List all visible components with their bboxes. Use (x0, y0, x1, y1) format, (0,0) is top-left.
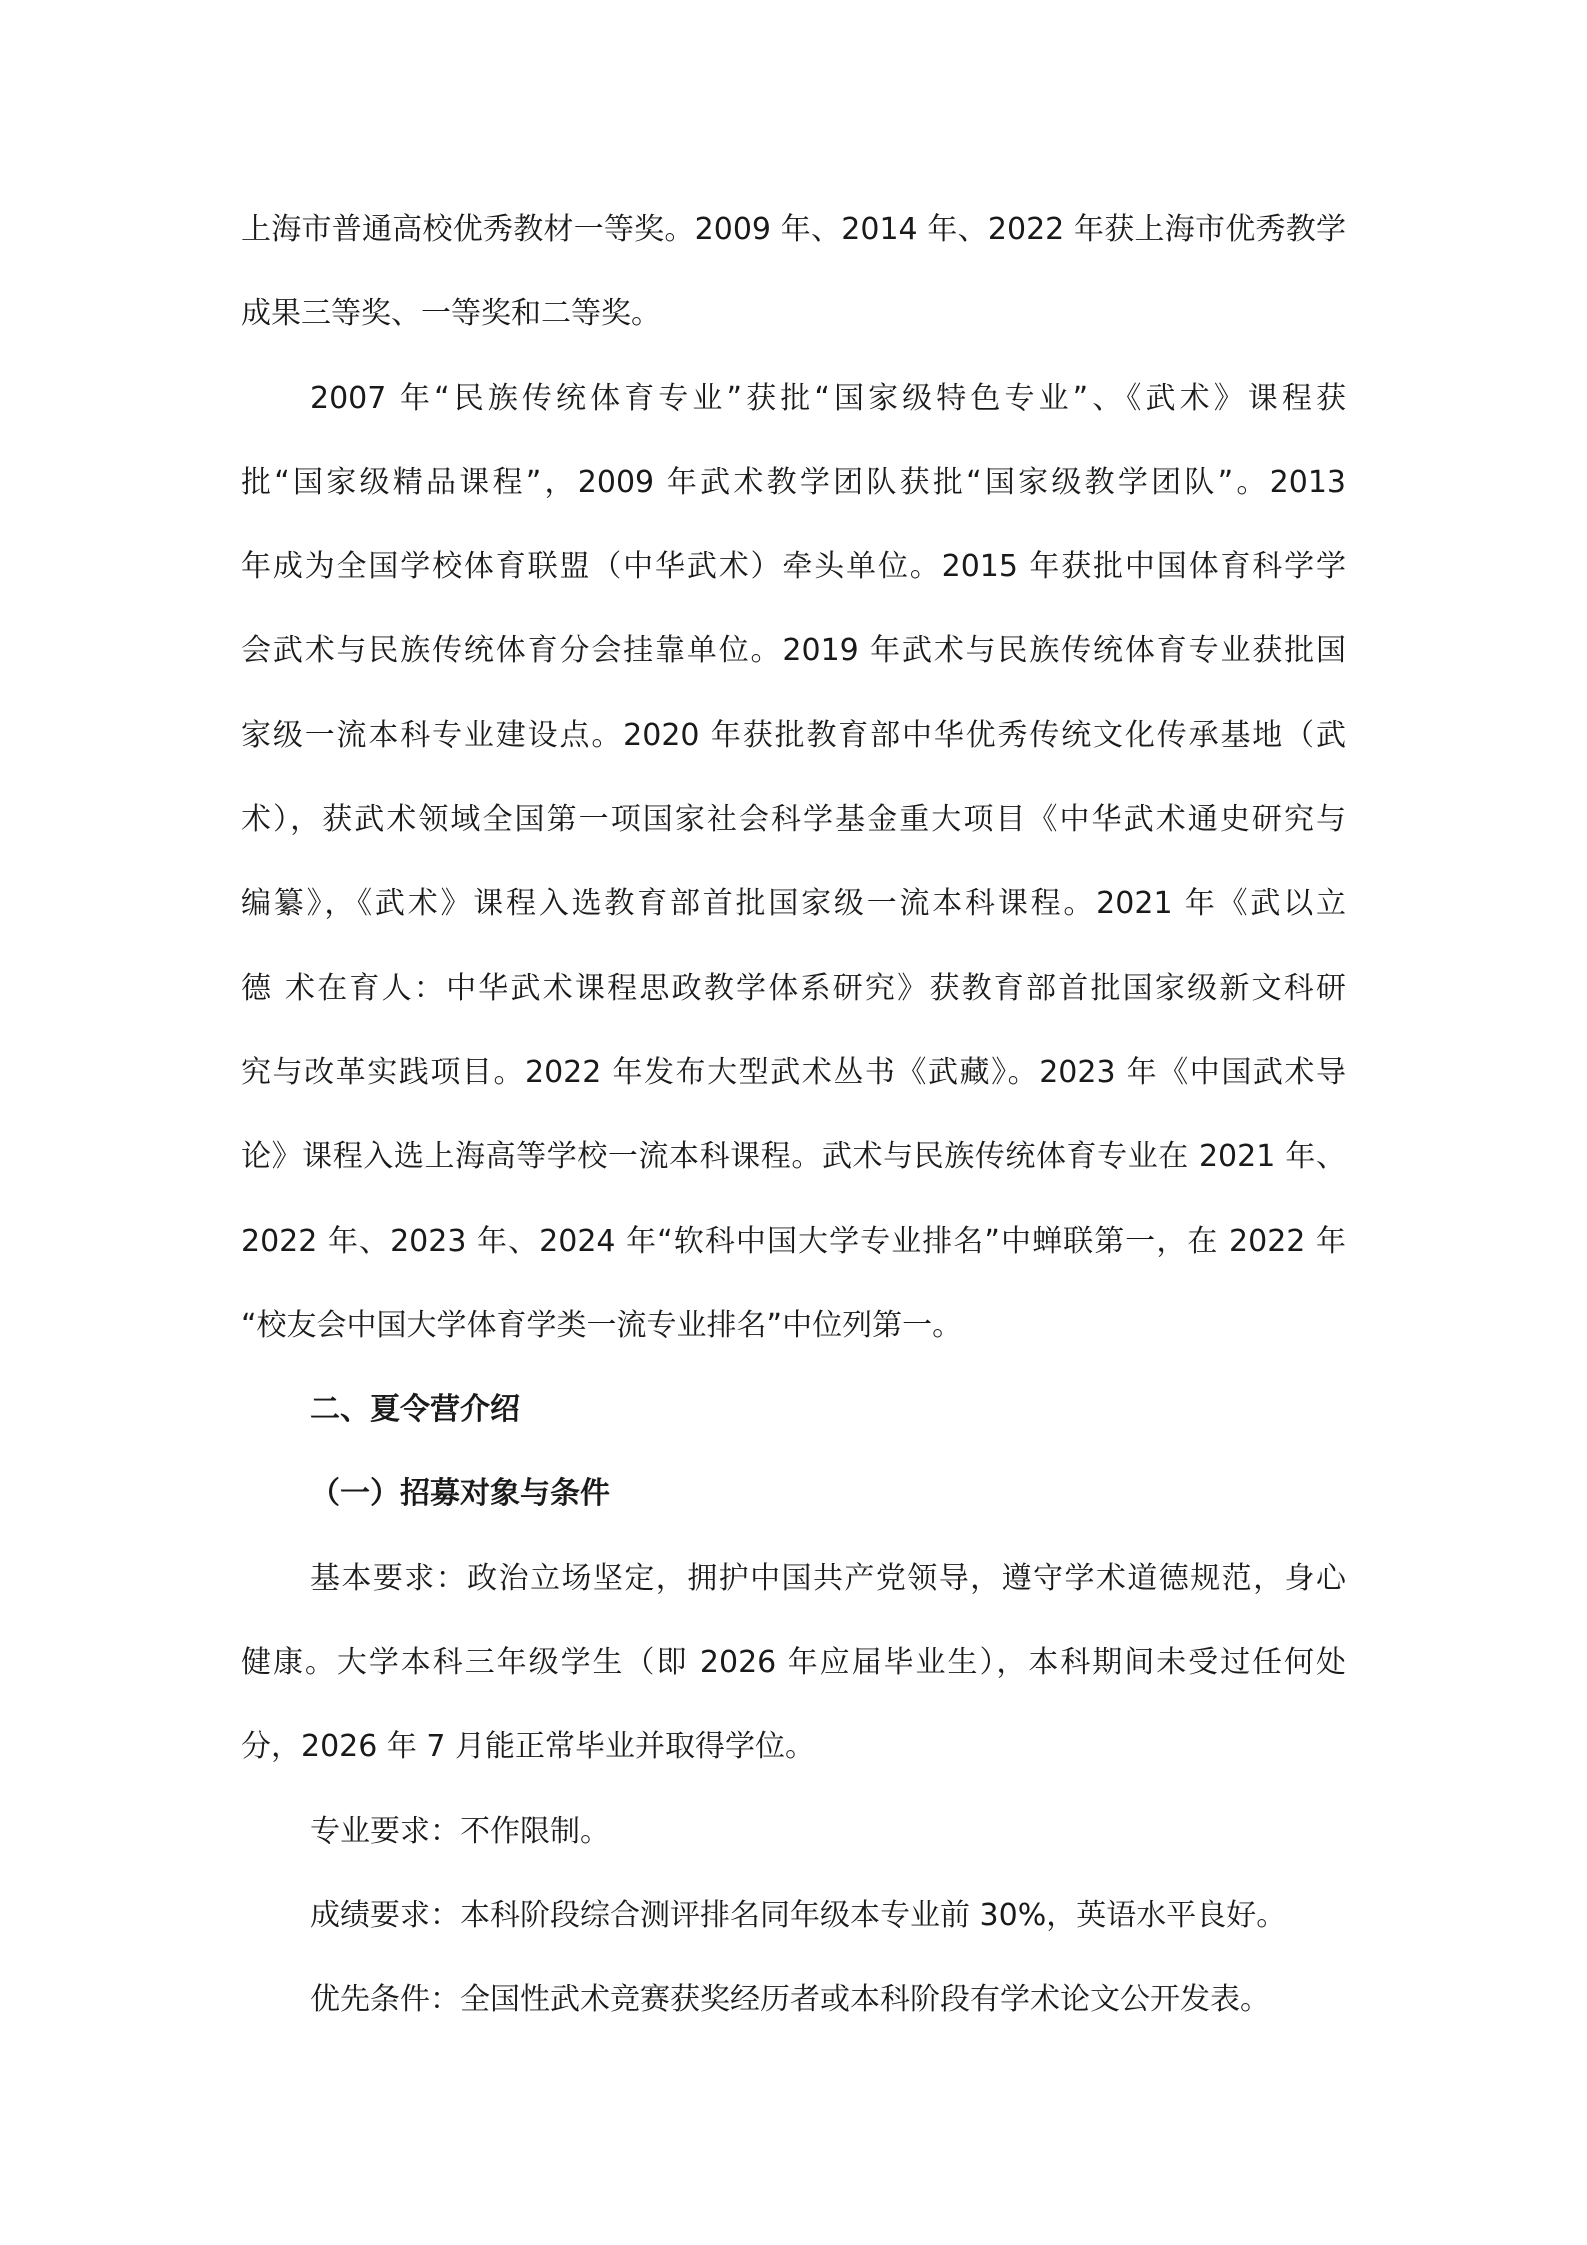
subsection-heading: （一）招募对象与条件 (310, 1476, 610, 1512)
body-line: 论》课程入选上海高等学校一流本科课程。武术与民族传统体育专业在 2021 年、 (241, 1139, 1346, 1175)
body-line: 家级一流本科专业建设点。2020 年获批教育部中华优秀传统文化传承基地（武 (241, 717, 1346, 753)
body-line: 健康。大学本科三年级学生（即 2026 年应届毕业生），本科期间未受过任何处 (241, 1645, 1346, 1681)
body-line: 批“国家级精品课程”，2009 年武术教学团队获批“国家级教学团队”。2013 (241, 464, 1346, 500)
body-line: 术），获武术领域全国第一项国家社会科学基金重大项目《中华武术通史研究与 (241, 802, 1346, 838)
paragraph-awards (241, 188, 1346, 357)
body-line: 基本要求：政治立场坚定，拥护中国共产党领导，遵守学术道德规范，身心 (310, 1560, 1346, 1596)
section-heading: 二、夏令营介绍 (310, 1392, 520, 1428)
paragraph-major-requirements: 专业要求：不作限制。 (310, 1813, 610, 1849)
body-line: 2007 年“民族传统体育专业”获批“国家级特色专业”、《武术》课程获 (310, 380, 1346, 416)
body-line: 2022 年、2023 年、2024 年“软科中国大学专业排名”中蝉联第一，在 2022 年 (241, 1223, 1346, 1259)
body-line: 编纂》，《武术》课程入选教育部首批国家级一流本科课程。2021 年《武以立 (241, 886, 1346, 922)
body-line: 成果三等奖、一等奖和二等奖。 (241, 296, 661, 332)
paragraph-grade-requirements: 成绩要求：本科阶段综合测评排名同年级本专业前 30%，英语水平良好。 (310, 1897, 1287, 1933)
body-line: 会武术与民族传统体育分会挂靠单位。2019 年武术与民族传统体育专业获批国 (241, 633, 1346, 669)
body-line: 德 术在育人：中华武术课程思政教学体系研究》获教育部首批国家级新文科研 (241, 970, 1346, 1006)
paragraph-basic-requirements (241, 1537, 1346, 1790)
body-line: 究与改革实践项目。2022 年发布大型武术丛书《武藏》。2023 年《中国武术导 (241, 1054, 1346, 1090)
body-line: “校友会中国大学体育学类一流专业排名”中位列第一。 (241, 1307, 963, 1343)
paragraph-history (241, 357, 1346, 1369)
document-page (241, 188, 1346, 2043)
body-line: 年成为全国学校体育联盟（中华武术）牵头单位。2015 年获批中国体育科学学 (241, 549, 1346, 585)
body-line: 分，2026 年 7 月能正常毕业并取得学位。 (241, 1729, 816, 1765)
paragraph-priority-conditions: 优先条件：全国性武术竞赛获奖经历者或本科阶段有学术论文公开发表。 (310, 1982, 1270, 2018)
body-line: 上海市普通高校优秀教材一等奖。2009 年、2014 年、2022 年获上海市优秀教学 (241, 212, 1346, 247)
